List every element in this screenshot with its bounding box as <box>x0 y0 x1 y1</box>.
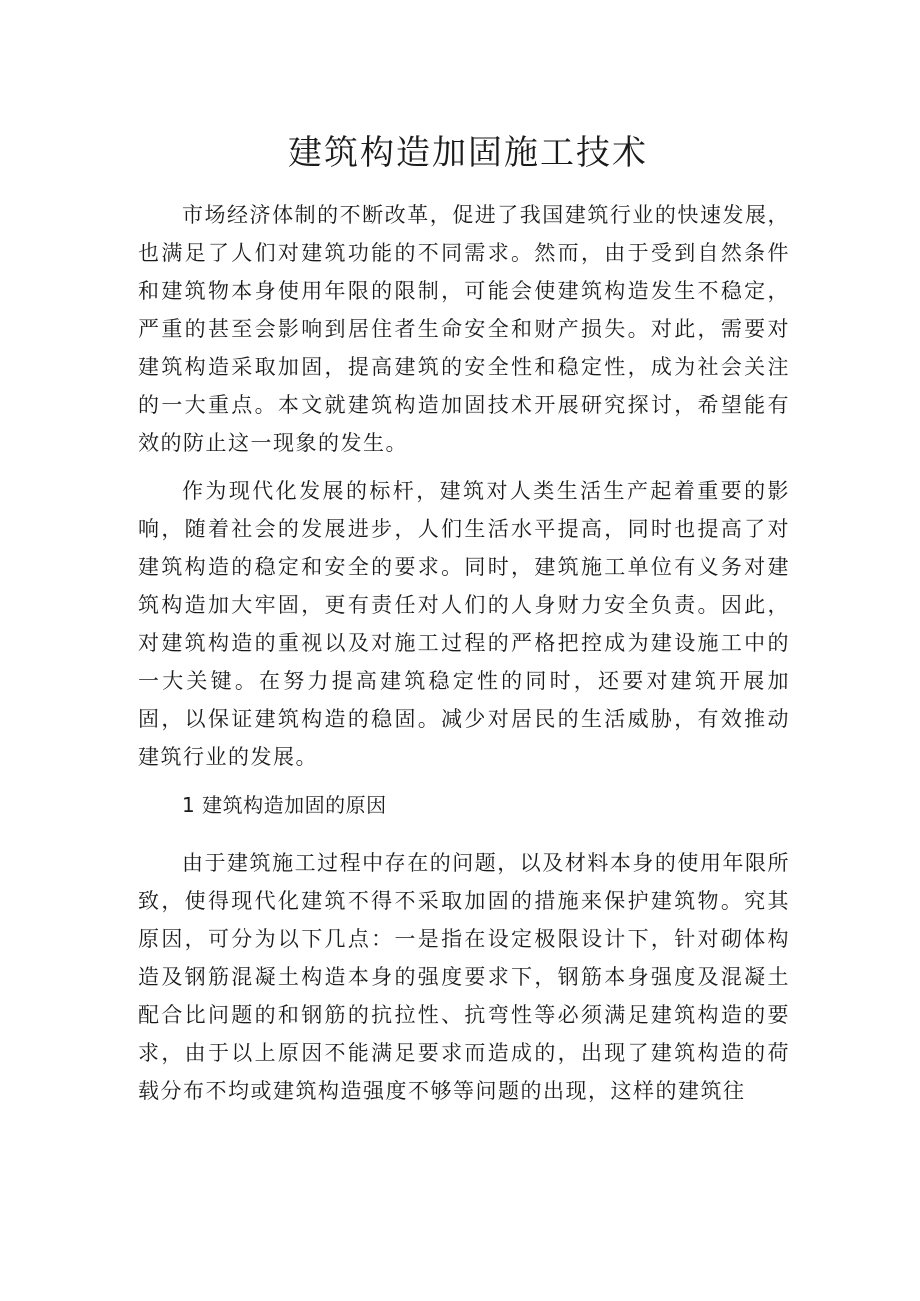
document-title: 建筑构造加固施工技术 <box>288 133 648 173</box>
intro-paragraph: 市场经济体制的不断改革，促进了我国建筑行业的快速发展，也满足了人们对建筑功能的不同需求。然而，由于受到自然条件和建筑物本身使用年限的限制，可能会使建筑构造发生不稳定，严重的甚至会影响到居住者生命安全和财产损失。对此，需要对建筑构造采取加固，提高建筑的安全性和稳定性，成为社会关注的一大重点。本文就建筑构造加固技术开展研究探讨，希望能有效的防止这一现象的发生。 <box>138 203 790 455</box>
document-page <box>138 118 790 1120</box>
section-1-paragraph: 由于建筑施工过程中存在的问题，以及材料本身的使用年限所致，使得现代化建筑不得不采取加固的措施来保护建筑物。究其原因，可分为以下几点：一是指在设定极限设计下，针对砌体构造及钢筋混凝土构造本身的强度要求下，钢筋本身强度及混凝土配合比问题的和钢筋的抗拉性、抗弯性等必须满足建筑构造的要求，由于以上原因不能满足要求而造成的，出现了建筑构造的荷载分布不均或建筑构造强度不够等问题的出现，这样的建筑往 <box>138 851 790 1103</box>
background-paragraph: 作为现代化发展的标杆，建筑对人类生活生产起着重要的影响，随着社会的发展进步，人们生活水平提高，同时也提高了对建筑构造的稳定和安全的要求。同时，建筑施工单位有义务对建筑构造加大牢固，更有责任对人们的人身财力安全负责。因此，对建筑构造的重视以及对施工过程的严格把控成为建设施工中的一大关键。在努力提高建筑稳定性的同时，还要对建筑开展加固，以保证建筑构造的稳固。减少对居民的生活威胁，有效推动建筑行业的发展。 <box>138 479 790 769</box>
section-heading-1: 1 建筑构造加固的原因 <box>182 793 387 817</box>
